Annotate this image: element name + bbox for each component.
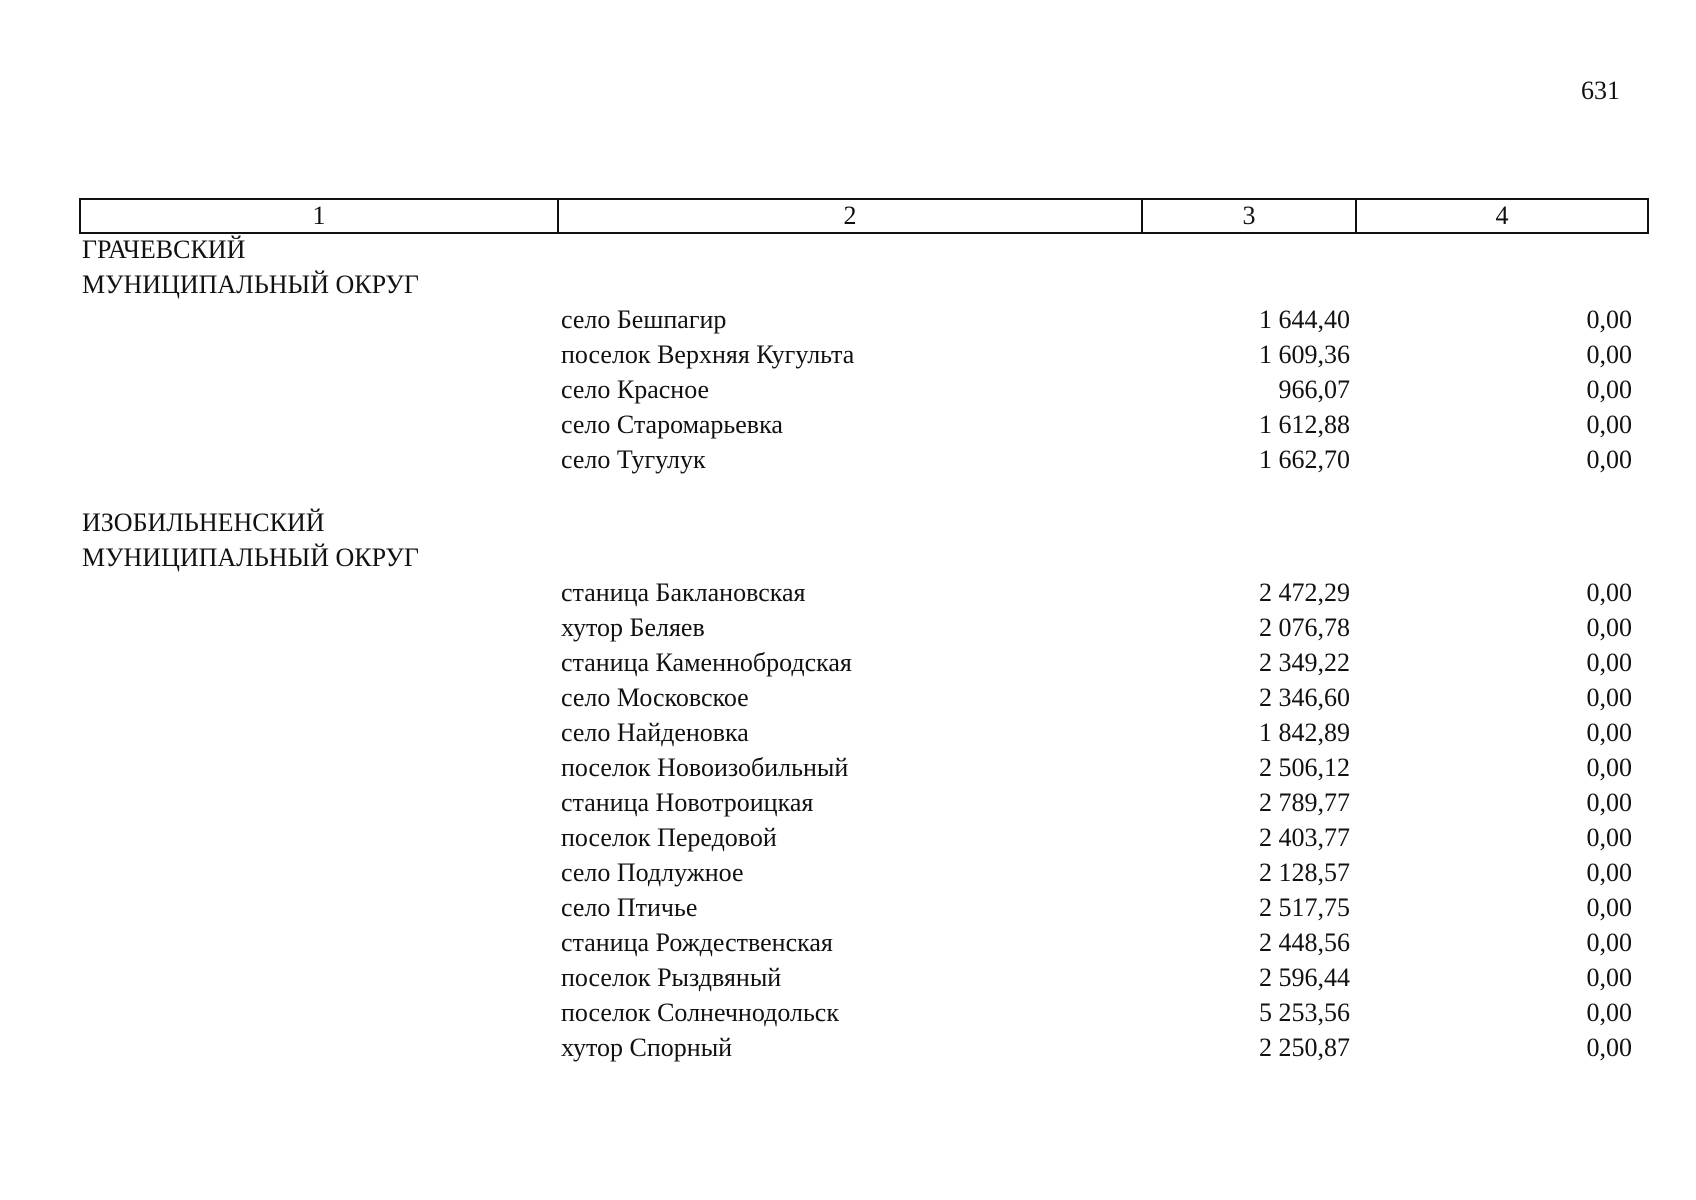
- value-col4: 0,00: [1586, 1033, 1632, 1062]
- settlement-name: поселок Новоизобильный: [561, 753, 849, 782]
- table-row: [0, 610, 1696, 645]
- value-col3: 1 842,89: [1259, 718, 1350, 747]
- table-header-row: [79, 198, 1649, 234]
- district-name: [82, 505, 542, 575]
- value-col4: 0,00: [1586, 753, 1632, 782]
- value-col3: 2 517,75: [1259, 893, 1350, 922]
- settlement-name: село Тугулук: [561, 445, 706, 474]
- district-name-line2: МУНИЦИПАЛЬНЫЙ ОКРУГ: [82, 270, 419, 299]
- table-row: [0, 820, 1696, 855]
- table-row: [0, 995, 1696, 1030]
- table-row: [0, 407, 1696, 442]
- table-row: [0, 337, 1696, 372]
- district-name-line1: ГРАЧЕВСКИЙ: [82, 235, 246, 264]
- table-row: [0, 680, 1696, 715]
- value-col4: 0,00: [1586, 375, 1632, 404]
- district-name-line2: МУНИЦИПАЛЬНЫЙ ОКРУГ: [82, 543, 419, 572]
- value-col4: 0,00: [1586, 683, 1632, 712]
- value-col4: 0,00: [1586, 823, 1632, 852]
- value-col3: 2 506,12: [1259, 753, 1350, 782]
- table-row: [0, 750, 1696, 785]
- district-section: [0, 505, 1696, 1065]
- settlement-name: поселок Передовой: [561, 823, 777, 852]
- value-col4: 0,00: [1586, 788, 1632, 817]
- value-col3: 2 448,56: [1259, 928, 1350, 957]
- value-col3: 2 128,57: [1259, 858, 1350, 887]
- value-col4: 0,00: [1586, 410, 1632, 439]
- district-name-line1: ИЗОБИЛЬНЕНСКИЙ: [82, 508, 325, 537]
- value-col3: 2 250,87: [1259, 1033, 1350, 1062]
- table-body: [0, 232, 1696, 1065]
- value-col3: 1 609,36: [1259, 340, 1350, 369]
- settlement-name: хутор Беляев: [561, 613, 705, 642]
- settlement-name: село Найденовка: [561, 718, 749, 747]
- value-col3: 2 076,78: [1259, 613, 1350, 642]
- table-row: [0, 575, 1696, 610]
- settlement-name: село Подлужное: [561, 858, 744, 887]
- settlement-name: село Московское: [561, 683, 749, 712]
- value-col3: 2 349,22: [1259, 648, 1350, 677]
- table-row: [0, 1030, 1696, 1065]
- table-row: [0, 645, 1696, 680]
- value-col3: 2 596,44: [1259, 963, 1350, 992]
- table-row: [0, 715, 1696, 750]
- settlement-name: село Птичье: [561, 893, 698, 922]
- district-name: [82, 232, 542, 302]
- value-col3: 2 403,77: [1259, 823, 1350, 852]
- value-col4: 0,00: [1586, 305, 1632, 334]
- table-row: [0, 890, 1696, 925]
- value-col3: 5 253,56: [1259, 998, 1350, 1027]
- value-col3: 1 612,88: [1259, 410, 1350, 439]
- value-col4: 0,00: [1586, 893, 1632, 922]
- settlement-name: станица Каменнобродская: [561, 648, 852, 677]
- settlement-name: поселок Солнечнодольск: [561, 998, 839, 1027]
- value-col4: 0,00: [1586, 858, 1632, 887]
- value-col4: 0,00: [1586, 718, 1632, 747]
- value-col3: 1 662,70: [1259, 445, 1350, 474]
- settlement-name: поселок Рыздвяный: [561, 963, 782, 992]
- settlement-name: поселок Верхняя Кугульта: [561, 340, 855, 369]
- page-number: 631: [1581, 76, 1620, 105]
- table-row: [0, 302, 1696, 337]
- settlement-name: станица Баклановская: [561, 578, 806, 607]
- table-row: [0, 372, 1696, 407]
- settlement-name: станица Новотроицкая: [561, 788, 814, 817]
- header-cell-col2: 2: [559, 200, 1143, 232]
- value-col4: 0,00: [1586, 340, 1632, 369]
- settlement-name: хутор Спорный: [561, 1033, 733, 1062]
- value-col4: 0,00: [1586, 445, 1632, 474]
- settlement-name: село Красное: [561, 375, 710, 404]
- value-col3: 2 472,29: [1259, 578, 1350, 607]
- value-col3: 2 346,60: [1259, 683, 1350, 712]
- value-col3: 1 644,40: [1259, 305, 1350, 334]
- header-cell-col4: 4: [1495, 201, 1509, 230]
- district-section: [0, 232, 1696, 477]
- header-cell-col3: 3: [1143, 200, 1357, 232]
- value-col4: 0,00: [1586, 578, 1632, 607]
- header-cell-col1: 1: [81, 200, 559, 232]
- settlement-name: село Старомарьевка: [561, 410, 783, 439]
- table-row: [0, 785, 1696, 820]
- value-col4: 0,00: [1586, 998, 1632, 1027]
- value-col4: 0,00: [1586, 613, 1632, 642]
- table-row: [0, 925, 1696, 960]
- settlement-name: станица Рождественская: [561, 928, 833, 957]
- table-row: [0, 855, 1696, 890]
- table-row: [0, 442, 1696, 477]
- table-row: [0, 960, 1696, 995]
- value-col3: 2 789,77: [1259, 788, 1350, 817]
- value-col4: 0,00: [1586, 928, 1632, 957]
- value-col4: 0,00: [1586, 648, 1632, 677]
- value-col3: 966,07: [1278, 375, 1350, 404]
- settlement-name: село Бешпагир: [561, 305, 727, 334]
- value-col4: 0,00: [1586, 963, 1632, 992]
